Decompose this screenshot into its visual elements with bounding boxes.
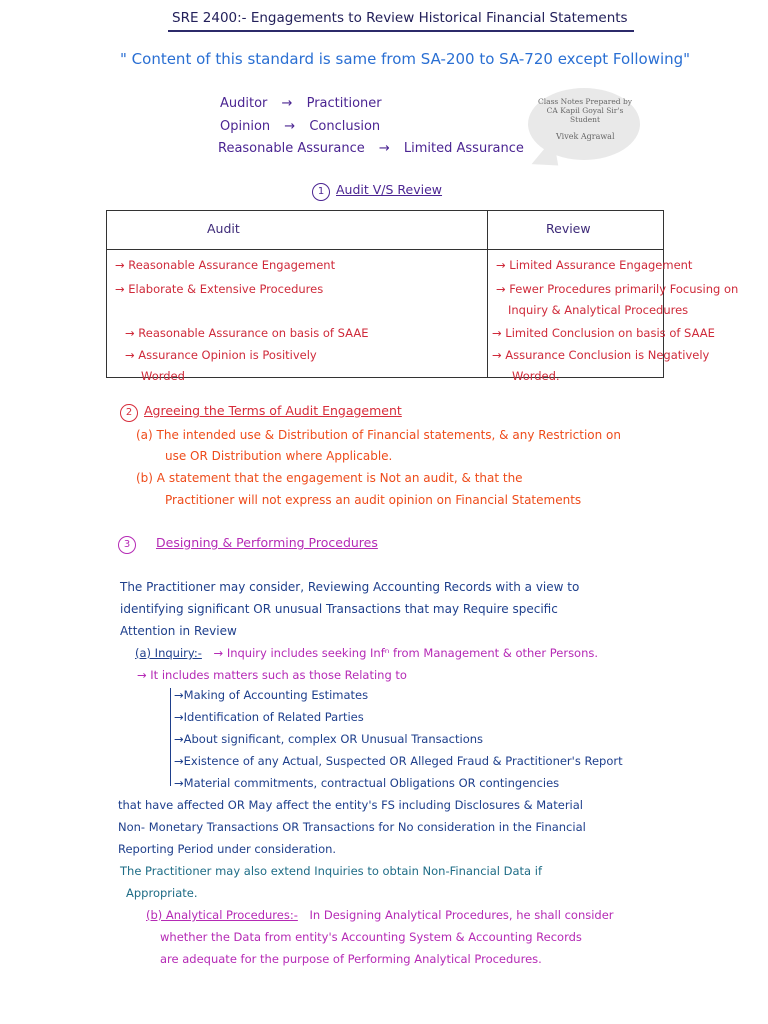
mapping-to: Limited Assurance	[403, 141, 524, 156]
procedures-paragraph-line: Attention in Review	[120, 624, 237, 638]
non-financial-line: The Practitioner may also extend Inquiries to obtain Non-Financial Data if	[120, 864, 542, 878]
table-cell: → Limited Conclusion on basis of SAAE	[492, 326, 715, 340]
inquiry-item: →Material commitments, contractual Obligations OR contingencies	[174, 776, 560, 790]
mapping-from: Auditor	[220, 96, 268, 111]
inquiry-item: →Identification of Related Parties	[174, 710, 364, 724]
table-cell: Worded.	[512, 369, 560, 383]
intro-statement: " Content of this standard is same from SA-200 to SA-720 except Following"	[120, 50, 691, 68]
table-body-row	[107, 250, 664, 378]
audit-vs-review-table	[106, 210, 739, 383]
inquiry-item-text: Material commitments, contractual Obligations OR contingencies	[183, 776, 560, 790]
terms-point-a-cont: use OR Distribution where Applicable.	[165, 449, 393, 463]
mapping-row: Opinion → Conclusion	[220, 119, 381, 134]
mapping-from: Reasonable Assurance	[218, 141, 365, 156]
inquiry-text: → Inquiry includes seeking Infⁿ from Management & other Persons.	[213, 646, 599, 660]
table-cell: Inquiry & Analytical Procedures	[508, 303, 689, 317]
section-number-badge: 2	[120, 404, 138, 422]
table-header-row	[107, 211, 664, 250]
table-cell: → Assurance Opinion is Positively	[125, 348, 317, 362]
table-cell: → Reasonable Assurance Engagement	[115, 258, 336, 272]
table-cell: Worded	[141, 369, 185, 383]
terms-point-b: (b) A statement that the engagement is Not an audit, & that the	[136, 471, 523, 485]
analytical-text-line: are adequate for the purpose of Performing Analytical Procedures.	[160, 952, 542, 966]
bracket-line	[170, 688, 171, 786]
mapping-to: Practitioner	[306, 96, 382, 111]
section-1-heading	[312, 182, 442, 201]
table-cell: → Fewer Procedures primarily Focusing on	[496, 282, 739, 296]
credit-text	[530, 97, 640, 124]
section-3-heading	[118, 535, 378, 554]
terms-point-b-cont: Practitioner will not express an audit opinion on Financial Statements	[165, 493, 582, 507]
mapping-from: Opinion	[220, 119, 271, 134]
inquiry-item: →About significant, complex OR Unusual Transactions	[174, 732, 484, 746]
analytical-label: (b) Analytical Procedures:-	[146, 908, 298, 922]
credit-line: Class Notes Prepared by	[537, 97, 633, 106]
inquiry-item: →Making of Accounting Estimates	[174, 688, 369, 702]
table-header-audit: Audit	[107, 211, 488, 250]
inquiry-label: (a) Inquiry:-	[135, 646, 202, 660]
mapping-to: Conclusion	[309, 119, 381, 134]
procedures-paragraph-line: identifying significant OR unusual Transactions that may Require specific	[120, 602, 558, 616]
inquiry-item-text: Identification of Related Parties	[183, 710, 364, 724]
section-number-badge: 3	[118, 536, 136, 554]
credit-line: CA Kapil Goyal Sir's	[546, 106, 624, 115]
table-cell: → Assurance Conclusion is Negatively	[492, 348, 710, 362]
analytical-text: In Designing Analytical Procedures, he shall consider	[309, 908, 614, 922]
inquiry-item-text: Making of Accounting Estimates	[183, 688, 369, 702]
section-heading-text: Audit V/S Review	[336, 182, 443, 197]
title-underline	[168, 30, 634, 32]
inquiry-item: →Existence of any Actual, Suspected OR Alleged Fraud & Practitioner's Report	[174, 754, 623, 768]
inquiry-item-text: Existence of any Actual, Suspected OR Alleged Fraud & Practitioner's Report	[183, 754, 623, 768]
credit-line: Student	[569, 115, 601, 124]
terms-point-a: (a) The intended use & Distribution of Financial statements, & any Restriction on	[136, 428, 621, 442]
mapping-row: Reasonable Assurance → Limited Assurance	[218, 141, 524, 156]
section-heading-text: Designing & Performing Procedures	[156, 535, 378, 550]
procedures-paragraph-line: The Practitioner may consider, Reviewing Accounting Records with a view to	[120, 580, 580, 594]
inquiry-item-text: About significant, complex OR Unusual Transactions	[183, 732, 484, 746]
mapping-row: Auditor → Practitioner	[220, 96, 382, 111]
audit-column	[107, 250, 488, 383]
table-header-review: Review	[488, 211, 664, 250]
inquiry-scope-line: Reporting Period under consideration.	[118, 842, 337, 856]
table-cell: → Limited Assurance Engagement	[496, 258, 693, 272]
inquiry-scope-line: Non- Monetary Transactions OR Transactions for No consideration in the Financial	[118, 820, 586, 834]
inquiry-includes: → It includes matters such as those Relating to	[137, 668, 407, 682]
section-2-heading	[120, 403, 402, 422]
analytical-text-line: whether the Data from entity's Accounting System & Accounting Records	[160, 930, 582, 944]
table-cell: → Reasonable Assurance on basis of SAAE	[125, 326, 369, 340]
inquiry-line	[135, 646, 598, 660]
table-cell: → Elaborate & Extensive Procedures	[115, 282, 324, 296]
credit-signature: Vivek Agrawal	[556, 132, 615, 141]
section-heading-text: Agreeing the Terms of Audit Engagement	[144, 403, 402, 418]
section-number-badge: 1	[312, 183, 330, 201]
page-title: SRE 2400:- Engagements to Review Historical Financial Statements	[172, 10, 628, 26]
analytical-line	[146, 908, 614, 922]
inquiry-scope-line: that have affected OR May affect the entity's FS including Disclosures & Material	[118, 798, 583, 812]
review-column	[488, 250, 739, 383]
non-financial-line: Appropriate.	[126, 886, 198, 900]
credit-bubble-tail	[528, 138, 558, 170]
